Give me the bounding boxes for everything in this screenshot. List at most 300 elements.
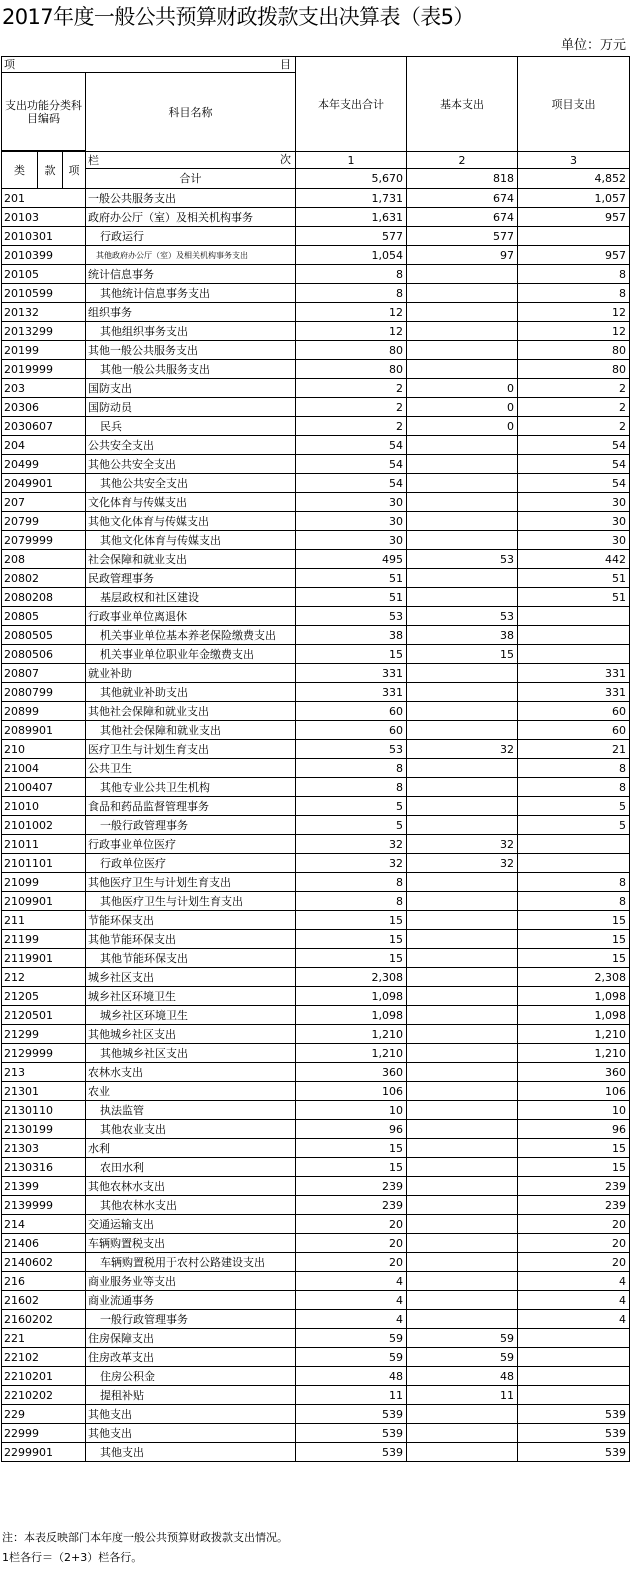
table-row (2, 892, 630, 911)
name-cell: 商业服务业等支出 (86, 1272, 296, 1291)
code-cell: 211 (2, 911, 86, 930)
code-cell: 214 (2, 1215, 86, 1234)
name-cell: 政府办公厅（室）及相关机构事务 (86, 208, 296, 227)
name-cell: 其他城乡社区支出 (86, 1025, 296, 1044)
code-cell: 2130110 (2, 1101, 86, 1120)
header-ci: 次 (280, 153, 291, 166)
code-cell: 22999 (2, 1424, 86, 1443)
table-row (2, 702, 630, 721)
table-row (2, 284, 630, 303)
project-cell: 239 (518, 1177, 630, 1196)
name-cell: 其他政府办公厅（室）及相关机构事务支出 (86, 246, 296, 265)
project-cell: 4 (518, 1310, 630, 1329)
project-cell: 1,098 (518, 1006, 630, 1025)
table-row (2, 227, 630, 246)
project-cell: 1,210 (518, 1044, 630, 1063)
name-cell: 民政管理事务 (86, 569, 296, 588)
name-cell: 住房保障支出 (86, 1329, 296, 1348)
total-cell: 10 (296, 1101, 407, 1120)
name-cell: 一般公共服务支出 (86, 189, 296, 208)
table-row (2, 1044, 630, 1063)
name-cell: 其他城乡社区支出 (86, 1044, 296, 1063)
code-cell: 2079999 (2, 531, 86, 550)
total-cell: 15 (296, 911, 407, 930)
code-cell: 20799 (2, 512, 86, 531)
project-cell: 2,308 (518, 968, 630, 987)
project-cell: 54 (518, 474, 630, 493)
project-cell: 30 (518, 493, 630, 512)
total-cell: 15 (296, 1139, 407, 1158)
name-cell: 公共卫生 (86, 759, 296, 778)
project-cell: 30 (518, 512, 630, 531)
basic-cell (407, 721, 518, 740)
name-cell: 行政事业单位离退休 (86, 607, 296, 626)
code-cell: 201 (2, 189, 86, 208)
table-row (2, 474, 630, 493)
code-cell: 207 (2, 493, 86, 512)
code-cell: 20899 (2, 702, 86, 721)
total-cell: 577 (296, 227, 407, 246)
code-cell: 2130199 (2, 1120, 86, 1139)
header-xiang2: 项 (63, 152, 86, 189)
table-row (2, 189, 630, 208)
total-cell: 15 (296, 1158, 407, 1177)
code-cell: 21099 (2, 873, 86, 892)
code-cell: 2120501 (2, 1006, 86, 1025)
code-cell: 2030607 (2, 417, 86, 436)
table-row (2, 493, 630, 512)
total-cell: 15 (296, 930, 407, 949)
table-row (2, 512, 630, 531)
project-cell: 15 (518, 949, 630, 968)
code-cell: 20802 (2, 569, 86, 588)
total-cell: 4 (296, 1272, 407, 1291)
table-row (2, 1177, 630, 1196)
header-xiang-mu (2, 57, 296, 73)
table-row (2, 1082, 630, 1101)
basic-cell (407, 455, 518, 474)
basic-cell: 32 (407, 740, 518, 759)
project-cell: 5 (518, 797, 630, 816)
basic-cell: 53 (407, 607, 518, 626)
code-cell: 2049901 (2, 474, 86, 493)
basic-cell (407, 1139, 518, 1158)
basic-cell (407, 1158, 518, 1177)
name-cell: 统计信息事务 (86, 265, 296, 284)
name-cell: 车辆购置税用于农村公路建设支出 (86, 1253, 296, 1272)
basic-cell (407, 1120, 518, 1139)
basic-cell (407, 512, 518, 531)
project-cell: 15 (518, 911, 630, 930)
table-row (2, 740, 630, 759)
code-cell: 2109901 (2, 892, 86, 911)
basic-cell (407, 987, 518, 1006)
project-cell: 2 (518, 417, 630, 436)
name-cell: 其他节能环保支出 (86, 949, 296, 968)
basic-cell: 59 (407, 1348, 518, 1367)
basic-cell (407, 303, 518, 322)
code-cell: 2100407 (2, 778, 86, 797)
table-row (2, 1405, 630, 1424)
total-cell: 60 (296, 702, 407, 721)
basic-cell: 38 (407, 626, 518, 645)
basic-cell (407, 949, 518, 968)
basic-cell: 0 (407, 398, 518, 417)
name-cell: 住房改革支出 (86, 1348, 296, 1367)
basic-cell (407, 284, 518, 303)
project-cell: 51 (518, 569, 630, 588)
name-cell: 其他农林水支出 (86, 1196, 296, 1215)
project-cell: 8 (518, 892, 630, 911)
header-col3: 项目支出 (518, 57, 630, 152)
name-cell: 其他统计信息事务支出 (86, 284, 296, 303)
total-cell: 106 (296, 1082, 407, 1101)
code-cell: 21299 (2, 1025, 86, 1044)
table-row (2, 683, 630, 702)
total-cell: 12 (296, 303, 407, 322)
name-cell: 国防支出 (86, 379, 296, 398)
code-cell: 20306 (2, 398, 86, 417)
basic-cell (407, 930, 518, 949)
project-cell: 8 (518, 873, 630, 892)
code-cell: 20199 (2, 341, 86, 360)
name-cell: 一般行政管理事务 (86, 816, 296, 835)
table-row (2, 1101, 630, 1120)
total-cell: 59 (296, 1329, 407, 1348)
header-xiang: 项 (4, 58, 15, 71)
note-line: 1栏各行＝（2+3）栏各行。 (2, 1551, 143, 1564)
project-cell: 4 (518, 1272, 630, 1291)
code-cell: 21004 (2, 759, 86, 778)
total-cell: 239 (296, 1196, 407, 1215)
project-cell (518, 1329, 630, 1348)
basic-cell (407, 892, 518, 911)
total-cell: 15 (296, 949, 407, 968)
report-title: 2017年度一般公共预算财政拨款支出决算表（表5） (2, 5, 474, 29)
table-row (2, 664, 630, 683)
total-label: 合计 (86, 169, 296, 189)
total-cell: 80 (296, 341, 407, 360)
table-row (2, 1196, 630, 1215)
basic-cell (407, 1443, 518, 1462)
total-cell: 48 (296, 1367, 407, 1386)
table-row (2, 436, 630, 455)
total-cell: 1,210 (296, 1044, 407, 1063)
total-cell: 8 (296, 873, 407, 892)
project-cell: 8 (518, 778, 630, 797)
code-cell: 2080208 (2, 588, 86, 607)
total-cell: 539 (296, 1424, 407, 1443)
header-n3: 3 (518, 152, 630, 169)
name-cell: 机关事业单位职业年金缴费支出 (86, 645, 296, 664)
basic-cell (407, 1253, 518, 1272)
basic-cell (407, 360, 518, 379)
header-code-label: 支出功能分类科目编码 (2, 73, 86, 151)
header-kuan: 款 (38, 152, 63, 189)
header-mu: 目 (280, 58, 291, 71)
code-cell: 213 (2, 1063, 86, 1082)
table-row (2, 1215, 630, 1234)
table-row (2, 569, 630, 588)
project-cell: 20 (518, 1215, 630, 1234)
table-row (2, 1063, 630, 1082)
code-cell: 203 (2, 379, 86, 398)
name-cell: 就业补助 (86, 664, 296, 683)
basic-cell: 674 (407, 208, 518, 227)
total-cell: 360 (296, 1063, 407, 1082)
code-cell: 229 (2, 1405, 86, 1424)
total-cell: 80 (296, 360, 407, 379)
total-cell: 30 (296, 493, 407, 512)
table-row (2, 341, 630, 360)
name-cell: 食品和药品监督管理事务 (86, 797, 296, 816)
basic-cell (407, 341, 518, 360)
code-cell: 2140602 (2, 1253, 86, 1272)
name-cell: 其他专业公共卫生机构 (86, 778, 296, 797)
table-row (2, 455, 630, 474)
total-cell: 1,098 (296, 987, 407, 1006)
name-cell: 农田水利 (86, 1158, 296, 1177)
table-row (2, 1386, 630, 1405)
table-row (2, 607, 630, 626)
project-cell (518, 1386, 630, 1405)
total-cell: 20 (296, 1215, 407, 1234)
basic-cell (407, 1424, 518, 1443)
table-row (2, 797, 630, 816)
basic-cell: 11 (407, 1386, 518, 1405)
project-cell: 20 (518, 1234, 630, 1253)
total-cell: 54 (296, 474, 407, 493)
table-row (2, 759, 630, 778)
name-cell: 文化体育与传媒支出 (86, 493, 296, 512)
total-cell: 5 (296, 797, 407, 816)
project-cell (518, 835, 630, 854)
header-row-4 (2, 152, 630, 169)
project-cell (518, 607, 630, 626)
table-row (2, 1272, 630, 1291)
name-cell: 其他组织事务支出 (86, 322, 296, 341)
code-cell: 2080506 (2, 645, 86, 664)
name-cell: 其他节能环保支出 (86, 930, 296, 949)
total-cell: 8 (296, 265, 407, 284)
name-cell: 其他医疗卫生与计划生育支出 (86, 892, 296, 911)
basic-cell (407, 1215, 518, 1234)
project-cell: 15 (518, 1139, 630, 1158)
table-row (2, 1291, 630, 1310)
name-cell: 车辆购置税支出 (86, 1234, 296, 1253)
basic-cell (407, 265, 518, 284)
table-row (2, 246, 630, 265)
name-cell: 组织事务 (86, 303, 296, 322)
basic-cell: 59 (407, 1329, 518, 1348)
project-cell (518, 854, 630, 873)
basic-cell (407, 1177, 518, 1196)
name-cell: 其他社会保障和就业支出 (86, 721, 296, 740)
project-cell: 4 (518, 1291, 630, 1310)
name-cell: 其他一般公共服务支出 (86, 341, 296, 360)
total-cell: 38 (296, 626, 407, 645)
project-cell: 957 (518, 246, 630, 265)
name-cell: 执法监管 (86, 1101, 296, 1120)
total-cell: 4 (296, 1291, 407, 1310)
total-cell: 11 (296, 1386, 407, 1405)
code-cell: 21301 (2, 1082, 86, 1101)
unit-label: 单位：万元 (560, 38, 626, 53)
code-cell: 20499 (2, 455, 86, 474)
total-col3: 4,852 (518, 169, 630, 189)
total-col2: 818 (407, 169, 518, 189)
basic-cell (407, 531, 518, 550)
basic-cell (407, 968, 518, 987)
header-col2: 基本支出 (407, 57, 518, 152)
table-row (2, 550, 630, 569)
header-name-label: 科目名称 (86, 73, 296, 152)
table-row (2, 208, 630, 227)
code-cell: 2019999 (2, 360, 86, 379)
total-cell: 1,054 (296, 246, 407, 265)
name-cell: 其他医疗卫生与计划生育支出 (86, 873, 296, 892)
header-col1: 本年支出合计 (296, 57, 407, 152)
code-cell: 2299901 (2, 1443, 86, 1462)
name-cell: 行政运行 (86, 227, 296, 246)
code-cell: 21011 (2, 835, 86, 854)
name-cell: 其他农林水支出 (86, 1177, 296, 1196)
basic-cell: 15 (407, 645, 518, 664)
table-row (2, 398, 630, 417)
code-cell: 2080799 (2, 683, 86, 702)
name-cell: 国防动员 (86, 398, 296, 417)
code-cell: 2013299 (2, 322, 86, 341)
basic-cell (407, 474, 518, 493)
basic-cell (407, 702, 518, 721)
basic-cell (407, 759, 518, 778)
table-row (2, 816, 630, 835)
project-cell: 12 (518, 322, 630, 341)
name-cell: 民兵 (86, 417, 296, 436)
table-row (2, 265, 630, 284)
project-cell: 30 (518, 531, 630, 550)
total-cell: 8 (296, 892, 407, 911)
basic-cell: 32 (407, 854, 518, 873)
code-cell: 21205 (2, 987, 86, 1006)
project-cell (518, 626, 630, 645)
code-cell: 221 (2, 1329, 86, 1348)
name-cell: 城乡社区环境卫生 (86, 987, 296, 1006)
basic-cell (407, 1044, 518, 1063)
total-cell: 12 (296, 322, 407, 341)
project-cell: 539 (518, 1405, 630, 1424)
name-cell: 一般行政管理事务 (86, 1310, 296, 1329)
header-lan: 栏 (88, 153, 99, 167)
project-cell: 54 (518, 436, 630, 455)
code-cell: 21010 (2, 797, 86, 816)
name-cell: 其他支出 (86, 1424, 296, 1443)
name-cell: 城乡社区支出 (86, 968, 296, 987)
code-cell: 2010301 (2, 227, 86, 246)
code-cell: 20805 (2, 607, 86, 626)
code-cell: 21303 (2, 1139, 86, 1158)
code-cell: 21406 (2, 1234, 86, 1253)
total-cell: 32 (296, 835, 407, 854)
basic-cell (407, 436, 518, 455)
project-cell: 442 (518, 550, 630, 569)
basic-cell (407, 322, 518, 341)
name-cell: 其他支出 (86, 1443, 296, 1462)
project-cell: 96 (518, 1120, 630, 1139)
basic-cell (407, 588, 518, 607)
project-cell: 10 (518, 1101, 630, 1120)
total-cell: 5 (296, 816, 407, 835)
total-cell: 30 (296, 531, 407, 550)
table-row (2, 1139, 630, 1158)
project-cell (518, 227, 630, 246)
basic-cell (407, 569, 518, 588)
code-cell: 208 (2, 550, 86, 569)
code-cell: 2139999 (2, 1196, 86, 1215)
name-cell: 其他一般公共服务支出 (86, 360, 296, 379)
table-row (2, 911, 630, 930)
total-cell: 53 (296, 740, 407, 759)
name-cell: 其他社会保障和就业支出 (86, 702, 296, 721)
table-row (2, 854, 630, 873)
basic-cell (407, 1025, 518, 1044)
code-cell: 2160202 (2, 1310, 86, 1329)
basic-cell (407, 1291, 518, 1310)
table-row (2, 1234, 630, 1253)
basic-cell: 48 (407, 1367, 518, 1386)
total-col1: 5,670 (296, 169, 407, 189)
basic-cell (407, 873, 518, 892)
table-row (2, 626, 630, 645)
project-cell: 12 (518, 303, 630, 322)
basic-cell (407, 1234, 518, 1253)
table-row (2, 835, 630, 854)
table-row (2, 1310, 630, 1329)
basic-cell (407, 664, 518, 683)
table-row (2, 1443, 630, 1462)
total-cell: 59 (296, 1348, 407, 1367)
basic-cell (407, 1063, 518, 1082)
code-cell: 2010599 (2, 284, 86, 303)
project-cell: 1,057 (518, 189, 630, 208)
total-cell: 8 (296, 778, 407, 797)
project-cell: 15 (518, 930, 630, 949)
name-cell: 农业 (86, 1082, 296, 1101)
basic-cell (407, 797, 518, 816)
basic-cell (407, 1310, 518, 1329)
basic-cell: 53 (407, 550, 518, 569)
code-cell: 2010399 (2, 246, 86, 265)
name-cell: 其他文化体育与传媒支出 (86, 512, 296, 531)
project-cell: 1,210 (518, 1025, 630, 1044)
name-cell: 其他文化体育与传媒支出 (86, 531, 296, 550)
name-cell: 其他农业支出 (86, 1120, 296, 1139)
project-cell: 239 (518, 1196, 630, 1215)
basic-cell: 577 (407, 227, 518, 246)
header-row-1 (2, 57, 630, 73)
project-cell: 51 (518, 588, 630, 607)
total-cell: 2 (296, 379, 407, 398)
name-cell: 行政单位医疗 (86, 854, 296, 873)
basic-cell (407, 683, 518, 702)
table-row (2, 1006, 630, 1025)
name-cell: 商业流通事务 (86, 1291, 296, 1310)
name-cell: 机关事业单位基本养老保险缴费支出 (86, 626, 296, 645)
table-row (2, 930, 630, 949)
code-cell: 2210202 (2, 1386, 86, 1405)
basic-cell (407, 1006, 518, 1025)
header-lei: 类 (2, 152, 38, 189)
